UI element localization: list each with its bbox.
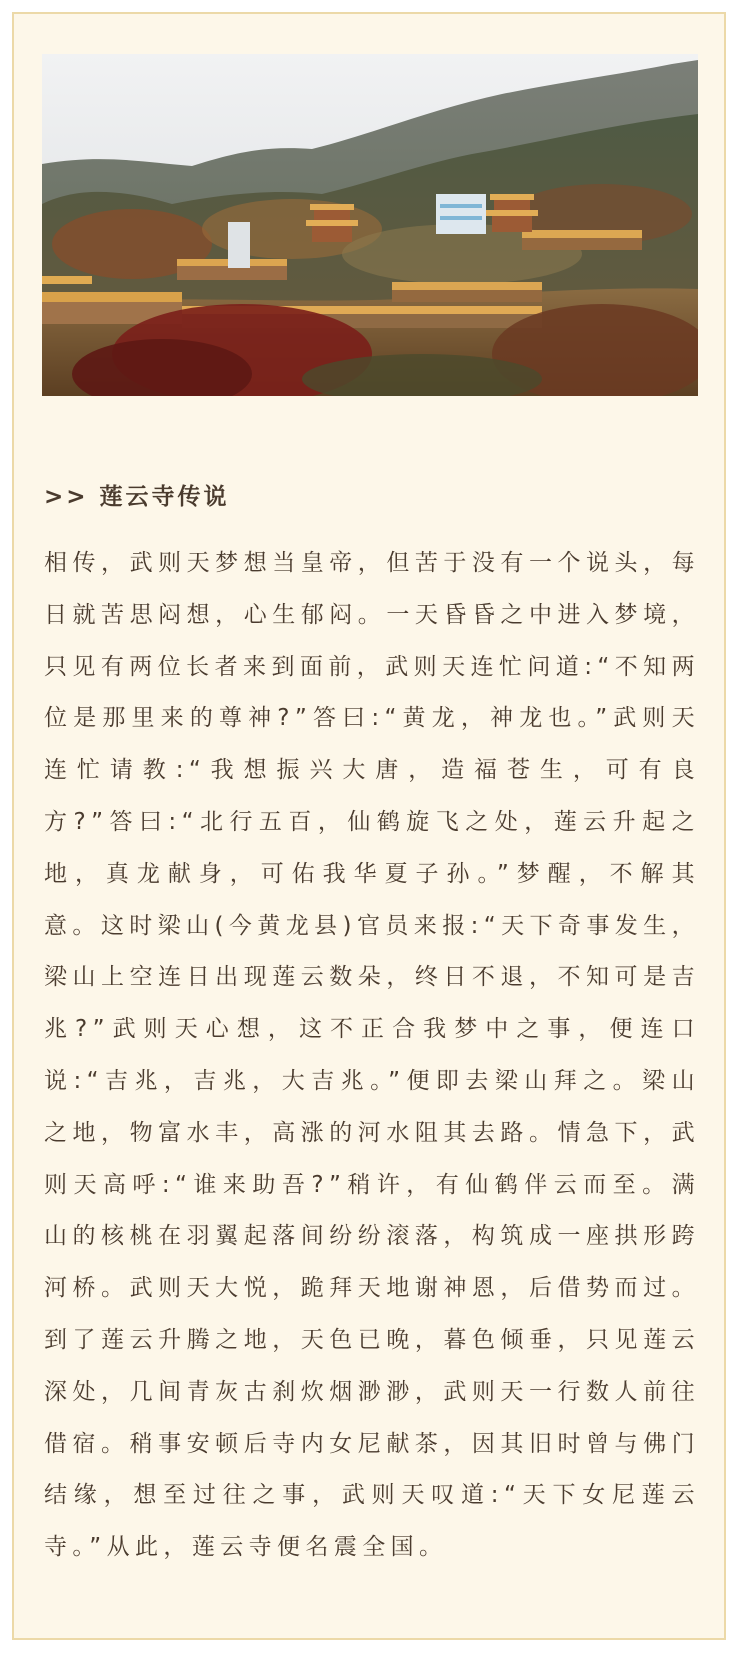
article-body: 相传，武则天梦想当皇帝，但苦于没有一个说头，每日就苦思闷想，心生郁闷。一天昏昏之中进入梦境，只见有两位长者来到面前，武则天连忙问道:“不知两位是那里来的尊神?”答曰:“黄龙，神龙也。”武则天连忙请教:“我想振兴大唐，造福苍生，可有良方?”答曰:“北行五百，仙鹤旋飞之处，莲云升起之地，真龙献身，可佑我华夏子孙。”梦醒，不解其意。这时梁山(今黄龙县)官员来报:“天下奇事发生，梁山上空连日出现莲云数朵，终日不退，不知可是吉兆?”武则天心想，这不正合我梦中之事，便连口说:“吉兆，吉兆，大吉兆。”便即去梁山拜之。梁山之地，物富水丰，高涨的河水阻其去路。情急下，武则天高呼:“谁来助吾?”稍许，有仙鹤伴云而至。满山的核桃在羽翼起落间纷纷滚落，构筑成一座拱形跨河桥。武则天大悦，跪拜天地谢神恩，后借势而过。到了莲云升腾之地，天色已晚，暮色倾垂，只见莲云深处，几间青灰古刹炊烟渺渺，武则天一行数人前往借宿。稍事安顿后寺内女尼献茶，因其旧时曾与佛门结缘，想至过往之事，武则天叹道:“天下女尼莲云寺。”从此，莲云寺便名震全国。	[44, 550, 700, 1561]
temple-photo	[42, 54, 698, 396]
section-heading: >> 莲云寺传说	[44, 484, 230, 510]
article-card	[12, 12, 726, 1640]
